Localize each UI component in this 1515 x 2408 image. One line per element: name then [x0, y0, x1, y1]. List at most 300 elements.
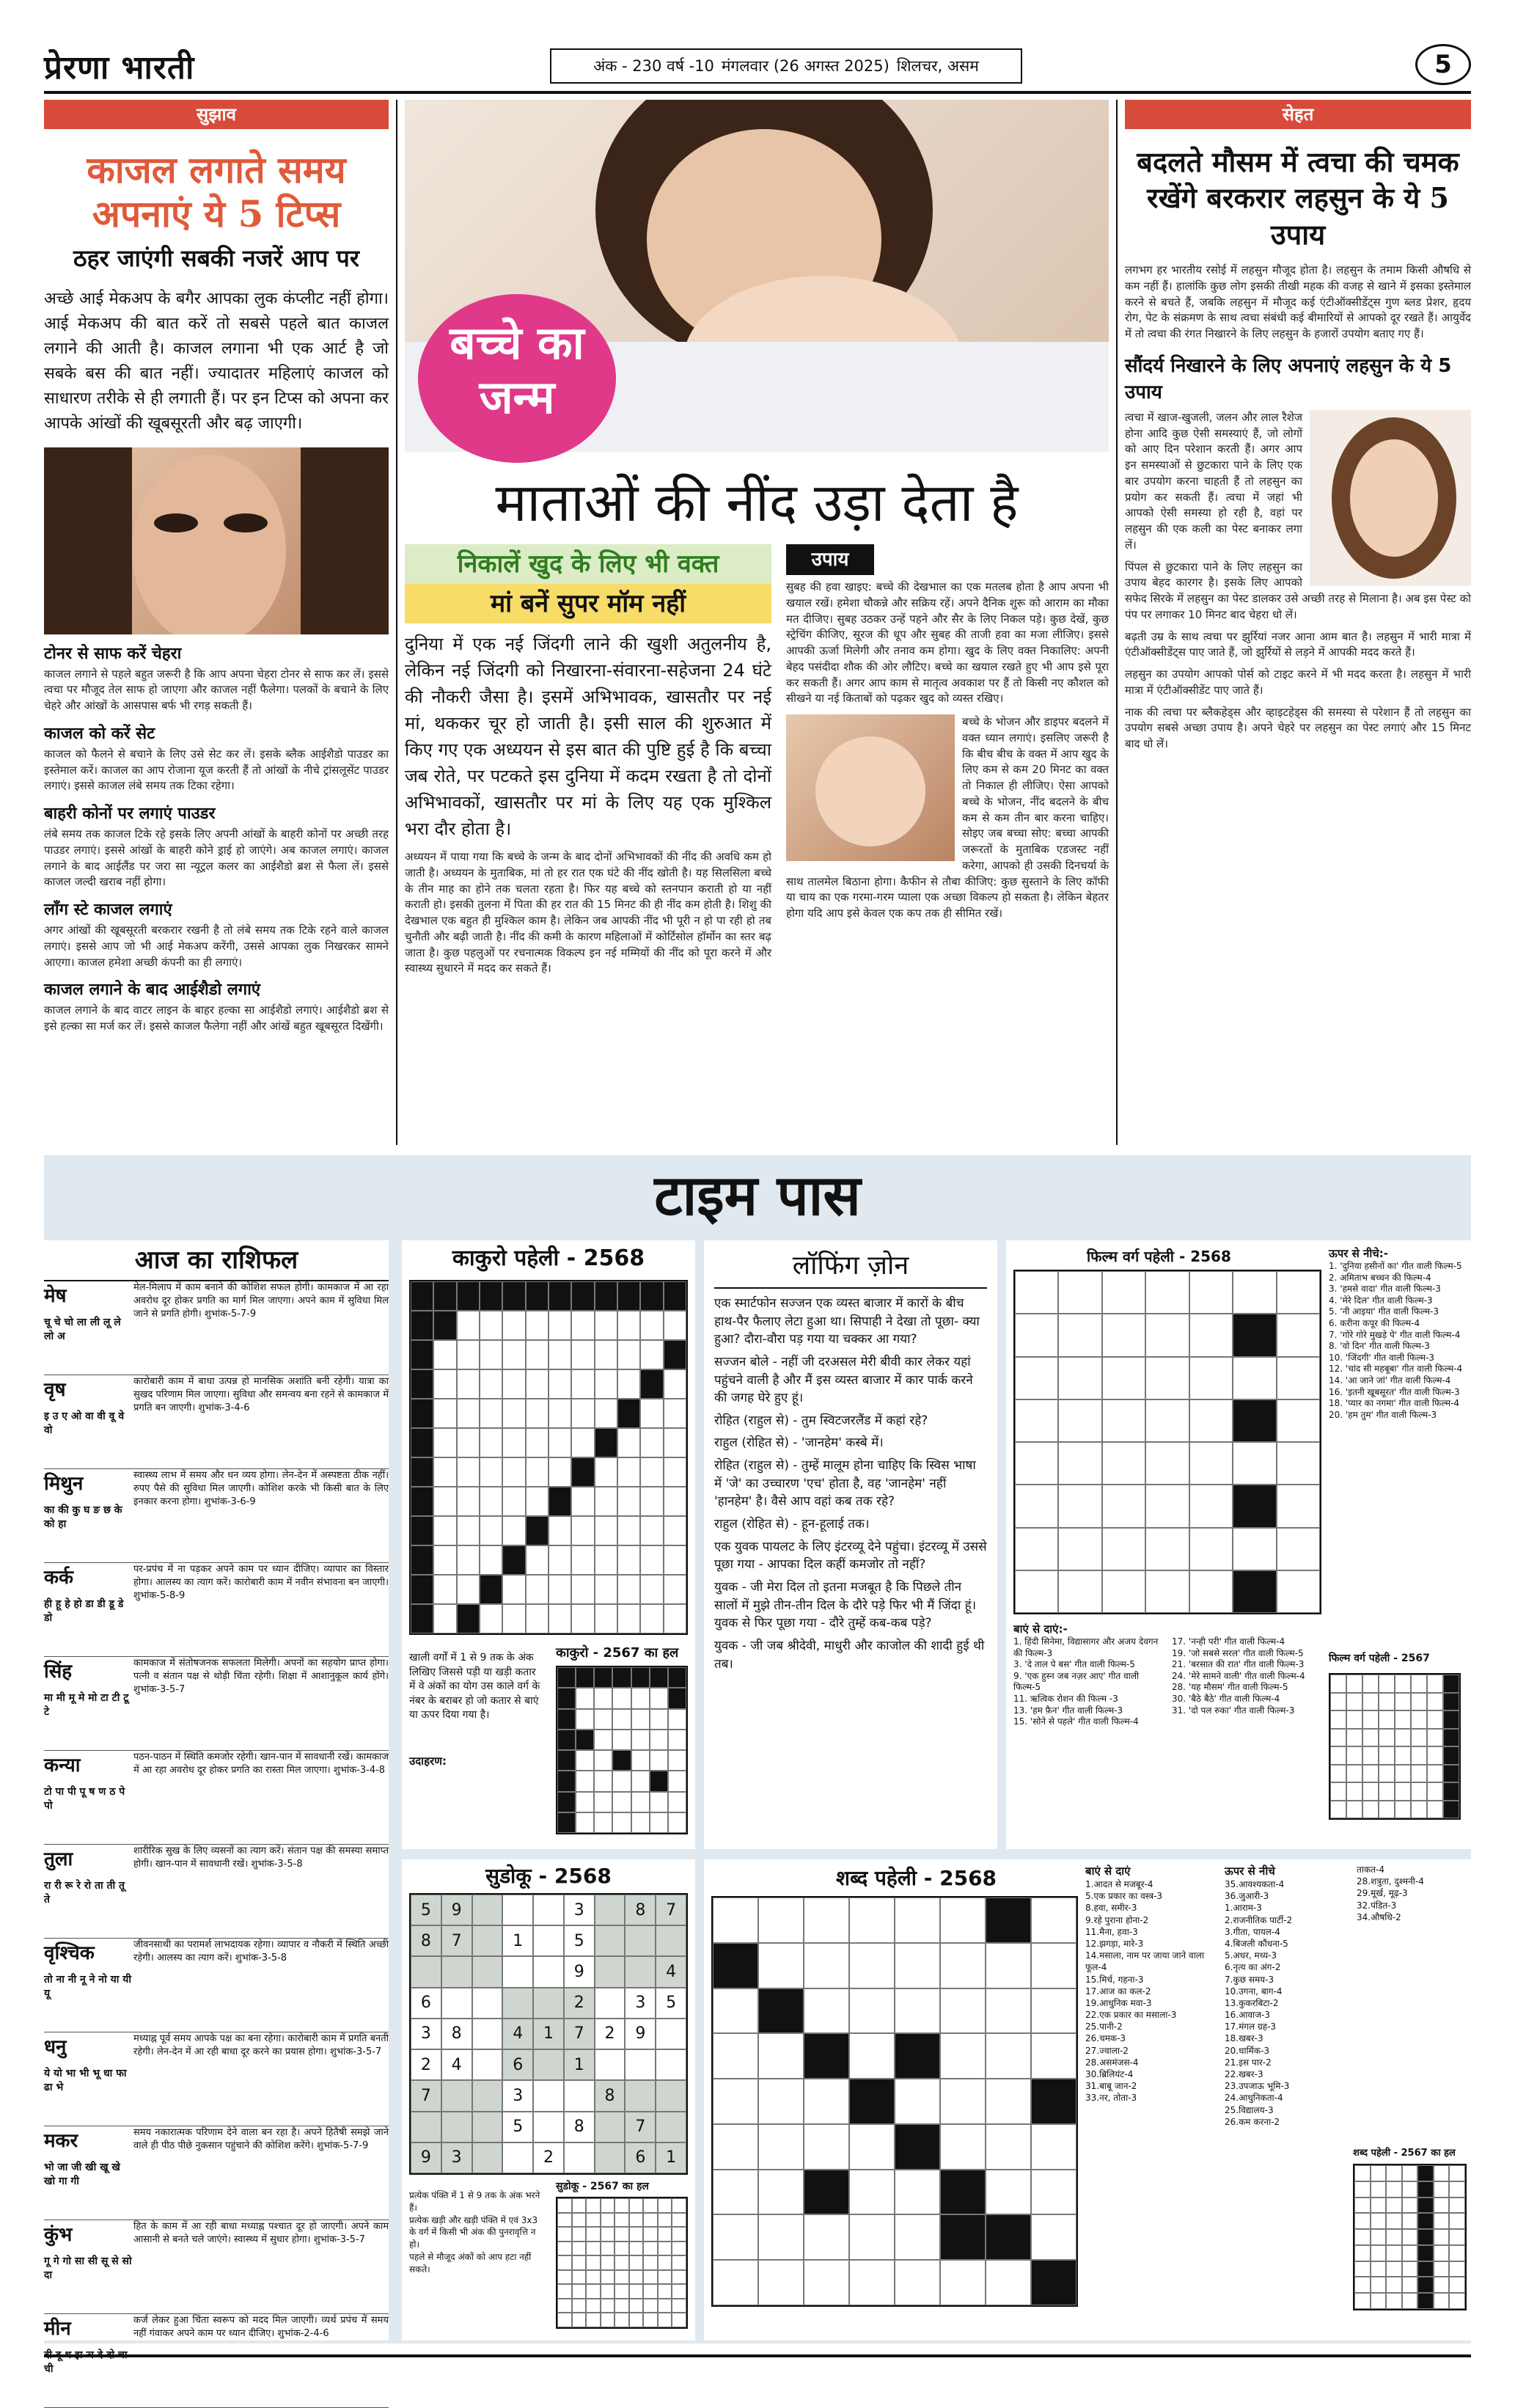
sudoku-solution-cell — [601, 2198, 615, 2213]
sudoku-cell[interactable]: 2 — [411, 2049, 441, 2080]
sudoku-solution-cell — [672, 2242, 686, 2256]
word-down-clues — [1225, 1864, 1349, 2128]
sudoku-cell[interactable]: 5 — [564, 1925, 595, 1956]
rashifal-panel — [44, 1240, 389, 2375]
film-cell — [1145, 1528, 1189, 1570]
sudoku-rule-3: पहले से मौजूद अंकों को आप हटा नहीं सकते। — [409, 2251, 532, 2275]
word-solution-cell — [1449, 2229, 1465, 2245]
kakuro-cell — [502, 1575, 525, 1604]
kakuro-cell — [664, 1457, 686, 1487]
kakuro-cell — [617, 1487, 640, 1516]
word-cell — [713, 2170, 758, 2215]
film-solution-cell — [1443, 1693, 1459, 1711]
sudoku-cell[interactable] — [533, 2049, 564, 2080]
kakuro-solution-cell — [594, 1667, 612, 1688]
sudoku-cell[interactable] — [533, 1956, 564, 1987]
word-solution-cell — [1402, 2261, 1418, 2277]
sudoku-cell[interactable] — [472, 2049, 503, 2080]
sudoku-solution-cell — [643, 2313, 658, 2327]
kakuro-solution-cell — [594, 1771, 612, 1791]
word-cell — [804, 2033, 849, 2079]
sudoku-cell[interactable] — [502, 2142, 533, 2173]
sudoku-cell[interactable]: 9 — [411, 2142, 441, 2173]
film-solution-cell — [1379, 1710, 1395, 1729]
joke-line: रोहित (राहुल से) - तुम स्विटजरलैंड में कहां रहे? — [714, 1413, 928, 1428]
sudoku-cell[interactable] — [533, 1988, 564, 2019]
clue-item: 5. 'नी आइया' गीत वाली फिल्म-3 — [1329, 1306, 1439, 1317]
sudoku-cell[interactable] — [595, 1925, 626, 1956]
kakuro-cell — [664, 1545, 686, 1575]
rashi-letters: चू चे चो ला ली लू ले लो अ — [44, 1317, 121, 1342]
sudoku-solution-cell — [643, 2213, 658, 2228]
sudoku-cell[interactable]: 6 — [502, 2049, 533, 2080]
laughing-zone-panel — [704, 1240, 997, 1849]
film-puzzle-title: फिल्म वर्ग पहेली - 2568 — [1087, 1248, 1231, 1265]
kakuro-cell — [457, 1369, 480, 1399]
sudoku-grid[interactable] — [409, 1893, 688, 2175]
film-solution-cell — [1362, 1765, 1379, 1783]
film-cell — [1277, 1357, 1320, 1399]
sudoku-cell[interactable]: 8 — [441, 2019, 472, 2049]
film-solution-cell — [1411, 1729, 1427, 1747]
film-cell — [1233, 1271, 1276, 1314]
sudoku-solution-cell — [629, 2255, 644, 2270]
tip-3-head: बाहरी कोनों पर लगाएं पाउडर — [44, 805, 216, 824]
garlic-article — [1125, 100, 1471, 1145]
sudoku-cell[interactable] — [472, 2142, 503, 2173]
film-solution-cell — [1362, 1675, 1379, 1693]
sudoku-cell[interactable] — [441, 1956, 472, 1987]
word-cell — [986, 1898, 1031, 1943]
sudoku-cell[interactable]: 5 — [411, 1895, 441, 1925]
sudoku-cell[interactable] — [472, 1956, 503, 1987]
sudoku-cell[interactable]: 4 — [656, 1956, 686, 1987]
sudoku-cell[interactable] — [656, 2049, 686, 2080]
sudoku-cell[interactable]: 9 — [564, 1956, 595, 1987]
kakuro-solution-cell — [612, 1709, 631, 1730]
film-down-clues — [1329, 1246, 1468, 1421]
sudoku-cell[interactable]: 4 — [441, 2049, 472, 2080]
word-cell — [804, 2079, 849, 2124]
film-cell — [1015, 1485, 1058, 1527]
clue-item: 28. 'यह मौसम' गीत वाली फिल्म-5 — [1172, 1682, 1288, 1693]
joke-line: युवक - जी जब श्रीदेवी, माधुरी और काजोल की शादी हुई थी तब। — [714, 1638, 985, 1672]
section-tag-health: सेहत — [1125, 100, 1471, 129]
kakuro-solution-cell — [576, 1709, 594, 1730]
word-cell — [758, 2260, 804, 2305]
kakuro-cell — [433, 1575, 456, 1604]
sudoku-cell[interactable] — [441, 1988, 472, 2019]
clue-item: 14.मसाला, नाम पर जाया जाने वाला फूल-4 — [1085, 1950, 1205, 1973]
film-cell — [1189, 1570, 1233, 1613]
sudoku-cell[interactable] — [441, 2112, 472, 2142]
word-solution-cell — [1434, 2245, 1450, 2261]
rashi-text: समय नकारात्मक परिणाम देने वाला बन रहा है। अपने हितैषी समझे जाने वाले ही पीठ पीछे नुकसान पहुंचाने की कोशिश करेंगे। शुभांक-5-7-9 — [133, 2127, 389, 2152]
clue-item: 19. 'जो सबसे सरल' गीत वाली फिल्म-5 — [1172, 1647, 1304, 1658]
sudoku-cell[interactable]: 2 — [564, 1988, 595, 2019]
kakuro-cell — [411, 1311, 433, 1340]
sudoku-title: सुडोकू - 2568 — [485, 1864, 612, 1888]
kakuro-cell — [480, 1281, 502, 1311]
kakuro-solution-cell — [650, 1730, 668, 1750]
film-cell — [1015, 1399, 1058, 1442]
kakuro-cell — [664, 1575, 686, 1604]
sudoku-cell[interactable] — [656, 2112, 686, 2142]
sudoku-cell[interactable]: 3 — [564, 1895, 595, 1925]
film-cell — [1058, 1357, 1101, 1399]
film-cell — [1015, 1570, 1058, 1613]
word-solution-cell — [1354, 2165, 1371, 2181]
sudoku-solution-cell — [629, 2198, 644, 2213]
word-cell — [940, 2124, 986, 2170]
sudoku-solution-cell — [658, 2255, 672, 2270]
upay-text: सुबह की हवा खाइए: बच्चे की देखभाल का एक मतलब होता है आप अपना भी खयाल रखें। हमेशा चौकन्ने और सक्रिय रहें। अपने दैनिक शुरू को आराम का मौका मत दीजिए। सुबह उठकर उन्हें पहने और सैर के लिए निकल पड़े। कुछ देखें, कुछ स्ट्रेचिंग कीजिए, सूरज की धूप और सुबह की ताजी हवा का मजा लीजिए। इससे आपकी ऊर्जा मिलेगी और तनाव कम होगा। खुद के लिए वक्त निकालिए: अपनी बेहद पसंदीदा शौक की ओर लौटिए। बच्चे का खयाल रखते हुए भी आप इसे पूरा कर सकती हैं। अगर आप काम से मातृत्व अवकाश पर हैं तो किसी नए कौशल को सीखने या नई किताबों को पढ़कर खुद को व्यस्त रखिए। — [786, 580, 1109, 706]
kakuro-cell — [595, 1457, 617, 1487]
film-solution-cell — [1379, 1693, 1395, 1711]
rashi-letters: तो ना नी नू ने नो या यी यू — [44, 1974, 131, 1999]
sudoku-cell[interactable]: 7 — [441, 1925, 472, 1956]
film-solution-cell — [1362, 1801, 1379, 1819]
sudoku-cell[interactable]: 6 — [411, 1988, 441, 2019]
joke-line: युवक - जी मेरा दिल तो इतना मजबूत है कि पिछले तीन सालों में मुझे तीन-तीन दिल के दौरे पड़े फिर भी मैं जिंदा हूं। युवक से फिर पूछा गया - दौरे तुम्हें कब-कब पड़े? — [714, 1579, 977, 1631]
sudoku-solution-cell — [586, 2313, 601, 2327]
film-solution-cell — [1427, 1765, 1443, 1783]
sudoku-cell[interactable]: 8 — [411, 1925, 441, 1956]
sudoku-cell[interactable] — [533, 2112, 564, 2142]
sudoku-cell[interactable] — [595, 2142, 626, 2173]
sudoku-cell[interactable] — [656, 2019, 686, 2049]
rashi-row — [44, 1375, 389, 1469]
sudoku-cell[interactable]: 7 — [625, 2112, 656, 2142]
sudoku-cell[interactable]: 7 — [656, 1895, 686, 1925]
sudoku-cell[interactable] — [656, 1925, 686, 1956]
sudoku-cell[interactable]: 7 — [564, 2019, 595, 2049]
sudoku-cell[interactable] — [595, 2049, 626, 2080]
word-cell — [1031, 2124, 1076, 2170]
sudoku-cell[interactable] — [595, 2112, 626, 2142]
sudoku-cell[interactable] — [595, 1895, 626, 1925]
kakuro-cell — [480, 1311, 502, 1340]
sudoku-cell[interactable] — [595, 1988, 626, 2019]
kakuro-solution-cell — [557, 1688, 576, 1708]
film-solution-cell — [1443, 1729, 1459, 1747]
word-cell — [849, 1988, 895, 2034]
word-solution-cell — [1371, 2261, 1387, 2277]
sudoku-solution-cell — [615, 2198, 629, 2213]
sudoku-cell[interactable] — [533, 2080, 564, 2111]
kakuro-grid[interactable] — [409, 1280, 688, 1635]
kakuro-cell — [640, 1516, 663, 1545]
sudoku-cell[interactable]: 3 — [441, 2142, 472, 2173]
word-solution-cell — [1386, 2277, 1402, 2293]
word-solution-cell — [1354, 2181, 1371, 2197]
word-solution-cell — [1386, 2261, 1402, 2277]
kakuro-cell — [411, 1340, 433, 1369]
sudoku-cell[interactable] — [472, 1895, 503, 1925]
kakuro-solution-cell — [557, 1730, 576, 1750]
clue-item: 9.रहे पुराना होना-2 — [1085, 1914, 1149, 1925]
kakuro-cell — [595, 1487, 617, 1516]
word-cell — [849, 2170, 895, 2215]
sudoku-cell[interactable] — [472, 2112, 503, 2142]
sudoku-cell[interactable]: 9 — [441, 1895, 472, 1925]
clue-item: 3.गीता, पायल-4 — [1225, 1926, 1280, 1937]
rashi-name: कर्क — [44, 1567, 73, 1589]
sudoku-cell[interactable]: 2 — [595, 2019, 626, 2049]
kakuro-cell — [595, 1340, 617, 1369]
timepass-title: टाइम पास — [654, 1163, 861, 1228]
kakuro-cell — [617, 1604, 640, 1633]
sudoku-cell[interactable] — [625, 2080, 656, 2111]
kakuro-solution-cell — [631, 1688, 650, 1708]
film-cell — [1015, 1314, 1058, 1356]
film-solution-grid — [1329, 1673, 1461, 1820]
sudoku-cell[interactable]: 3 — [502, 2080, 533, 2111]
word-cell — [940, 2170, 986, 2215]
kakuro-example-label: उदाहरण: — [409, 1754, 447, 1768]
sudoku-solution-cell — [658, 2242, 672, 2256]
kakuro-solution-cell — [576, 1750, 594, 1771]
film-cell — [1015, 1528, 1058, 1570]
sudoku-cell[interactable] — [502, 1895, 533, 1925]
clue-item: 7. 'गोरे गोरे मुखड़े पे' गीत वाली फिल्म-4 — [1329, 1329, 1461, 1340]
sudoku-cell[interactable]: 4 — [502, 2019, 533, 2049]
sudoku-cell[interactable] — [625, 1925, 656, 1956]
film-solution-cell — [1330, 1693, 1346, 1711]
word-cell — [758, 2170, 804, 2215]
film-cell — [1277, 1314, 1320, 1356]
garlic-point-2: पिंपल से छुटकारा पाने के लिए लहसुन का उपाय बेहद कारगर है। इसके लिए आपको सफेद सिरके में लहसुन का पेस्ट डालकर उसे अच्छी तरह से मिलाना है। अब इस पेस्ट को पंप पर लगाकर 10 मिनट बाद चेहरा धो लें। — [1125, 560, 1471, 621]
word-solution-cell — [1449, 2181, 1465, 2197]
film-cell — [1058, 1528, 1101, 1570]
green-heading: निकालें खुद के लिए भी वक्त — [405, 544, 771, 584]
word-solution-cell — [1371, 2165, 1387, 2181]
sudoku-solution-cell — [658, 2198, 672, 2213]
sudoku-cell[interactable] — [533, 1895, 564, 1925]
kakuro-cell — [433, 1428, 456, 1457]
clue-item: 26.चमक-3 — [1085, 2033, 1126, 2044]
upay-column — [786, 544, 1109, 922]
film-solution-cell — [1443, 1782, 1459, 1801]
sudoku-cell[interactable]: 1 — [564, 2049, 595, 2080]
sudoku-solution-cell — [572, 2255, 587, 2270]
word-solution-cell — [1449, 2261, 1465, 2277]
garlic-headline: बदलते मौसम में त्वचा की चमक रखेंगे बरकरार लहसुन के ये 5 उपाय — [1137, 145, 1459, 251]
word-cell — [758, 2214, 804, 2260]
clue-item: 7.कुछ समय-3 — [1225, 1974, 1274, 1985]
kakuro-cell — [480, 1516, 502, 1545]
rashi-letters: का की कु घ ङ छ के को हा — [44, 1504, 122, 1530]
sudoku-cell[interactable]: 7 — [411, 2080, 441, 2111]
film-solution-cell — [1427, 1693, 1443, 1711]
film-solution-cell — [1379, 1729, 1395, 1747]
sudoku-cell[interactable] — [595, 1956, 626, 1987]
sudoku-solution-cell — [601, 2213, 615, 2228]
rashi-letters: इ उ ए ओ वा वी वू वे वो — [44, 1410, 125, 1436]
sudoku-cell[interactable]: 6 — [625, 2142, 656, 2173]
kakuro-cell — [433, 1487, 456, 1516]
sudoku-cell[interactable] — [625, 1956, 656, 1987]
kakuro-cell — [526, 1311, 549, 1340]
word-cell — [986, 1943, 1031, 1988]
sudoku-solution-cell — [629, 2227, 644, 2242]
kakuro-cell — [617, 1281, 640, 1311]
kakuro-cell — [549, 1545, 571, 1575]
sudoku-cell[interactable] — [533, 1925, 564, 1956]
word-solution-cell — [1354, 2293, 1371, 2309]
clue-item: 8.हवा, समीर-3 — [1085, 1903, 1137, 1914]
kakuro-cell — [480, 1457, 502, 1487]
kakuro-cell — [571, 1487, 594, 1516]
kakuro-cell — [433, 1399, 456, 1428]
clue-item: 23.उपजाऊ भूमि-3 — [1225, 2081, 1290, 2092]
sudoku-cell[interactable]: 8 — [564, 2112, 595, 2142]
sudoku-cell[interactable]: 3 — [411, 2019, 441, 2049]
sudoku-solution-cell — [557, 2213, 572, 2228]
film-solution-cell — [1395, 1675, 1411, 1693]
film-solution-cell — [1379, 1746, 1395, 1765]
sudoku-solution-cell — [629, 2270, 644, 2285]
sudoku-cell[interactable]: 3 — [625, 1988, 656, 2019]
sudoku-cell[interactable] — [472, 2080, 503, 2111]
sudoku-cell[interactable] — [472, 2019, 503, 2049]
word-cell — [804, 1898, 849, 1943]
sudoku-cell[interactable] — [625, 2049, 656, 2080]
film-cell — [1058, 1271, 1101, 1314]
kakuro-cell — [411, 1457, 433, 1487]
kakuro-cell — [433, 1516, 456, 1545]
clue-item: 12.झगड़ा, मारे-3 — [1085, 1938, 1144, 1949]
issue-number: अंक - 230 वर्ष -10 — [593, 57, 714, 75]
rashi-row — [44, 1563, 389, 1657]
page-number: 5 — [1415, 44, 1471, 85]
film-cell — [1277, 1442, 1320, 1485]
sudoku-cell[interactable]: 5 — [502, 2112, 533, 2142]
sudoku-cell[interactable]: 1 — [533, 2019, 564, 2049]
kakuro-cell — [640, 1428, 663, 1457]
sudoku-cell[interactable] — [472, 1925, 503, 1956]
word-solution-cell — [1434, 2213, 1450, 2229]
kakuro-cell — [640, 1369, 663, 1399]
kakuro-cell — [549, 1369, 571, 1399]
film-cell — [1145, 1570, 1189, 1613]
sudoku-cell[interactable]: 2 — [533, 2142, 564, 2173]
clue-item: 20. 'हम तुम' गीत वाली फिल्म-3 — [1329, 1409, 1437, 1420]
sudoku-solution-cell — [658, 2284, 672, 2299]
word-solution-cell — [1449, 2293, 1465, 2309]
word-solution-cell — [1386, 2293, 1402, 2309]
sudoku-cell[interactable]: 1 — [656, 2142, 686, 2173]
sudoku-cell[interactable] — [502, 1988, 533, 2019]
film-solution-cell — [1427, 1782, 1443, 1801]
word-solution-cell — [1417, 2197, 1434, 2214]
clue-item: 5.एक प्रकार का वस्त्र-3 — [1085, 1891, 1163, 1902]
sudoku-cell[interactable] — [564, 2142, 595, 2173]
clue-item: 10. 'जिंदगी' गीत वाली फिल्म-3 — [1329, 1352, 1435, 1363]
film-cell — [1102, 1442, 1145, 1485]
sudoku-cell[interactable]: 1 — [502, 1925, 533, 1956]
kakuro-solution-cell — [631, 1730, 650, 1750]
clue-item: 25.पानी-2 — [1085, 2021, 1123, 2032]
film-puzzle-grid[interactable] — [1013, 1270, 1321, 1614]
sudoku-solution-cell — [572, 2227, 587, 2242]
clue-item: 13. 'हम फ़ैन' गीत वाली फिल्म-3 — [1013, 1705, 1123, 1716]
kakuro-cell — [664, 1369, 686, 1399]
kakuro-cell — [457, 1545, 480, 1575]
dateline — [550, 48, 1022, 84]
film-solution-cell — [1330, 1746, 1346, 1765]
word-solution-cell — [1434, 2181, 1450, 2197]
word-cell — [986, 2124, 1031, 2170]
film-solution-cell — [1443, 1765, 1459, 1783]
film-cell — [1233, 1485, 1276, 1527]
film-down-title: ऊपर से नीचे:- — [1329, 1247, 1388, 1260]
kakuro-cell — [549, 1399, 571, 1428]
film-solution-cell — [1443, 1710, 1459, 1729]
clue-item: 33.नर, तोता-3 — [1085, 2093, 1137, 2104]
sudoku-cell[interactable] — [502, 1956, 533, 1987]
kakuro-cell — [640, 1457, 663, 1487]
film-cell — [1058, 1314, 1101, 1356]
film-cell — [1102, 1570, 1145, 1613]
sudoku-cell[interactable] — [656, 2080, 686, 2111]
sudoku-cell[interactable]: 9 — [625, 2019, 656, 2049]
sudoku-cell[interactable]: 8 — [595, 2080, 626, 2111]
word-cell — [940, 1898, 986, 1943]
sudoku-cell[interactable]: 5 — [656, 1988, 686, 2019]
film-cell — [1145, 1442, 1189, 1485]
clue-item: 3. 'हमसे वादा' गीत वाली फिल्म-3 — [1329, 1284, 1441, 1295]
sudoku-cell[interactable]: 8 — [625, 1895, 656, 1925]
word-solution-cell — [1417, 2181, 1434, 2197]
word-puzzle-grid[interactable] — [711, 1896, 1078, 2307]
rashi-name: मिथुन — [44, 1473, 84, 1495]
joke-line: एक स्मार्टफोन सज्जन एक व्यस्त बाजार में कारों के बीच हाथ-पैर फैलाए लेटा हुआ था। सिपाही ने देखा तो पूछा- क्या हुआ? दौरा-वौरा पड़ गया या चक्कर आ गया? — [714, 1296, 980, 1347]
kakuro-cell — [411, 1281, 433, 1311]
upay-text-2: बच्चे के भोजन और डाइपर बदलने में वक्त ध्यान लगाएं। इसलिए जरूरी है कि बीच बीच के वक्त में आप खुद के लिए कम से कम 20 मिनट का वक्त तो निकाल ही लीजिए। ऐसा आपको बच्चे के भोजन, नींद बदलने के बीच कम से कम तीन बार करना चाहिए। सोइए जब बच्चा सोए: बच्चा आपकी जरूरतों के मुताबिक एडजस्ट नहीं करेगा, आपको ही उसकी दिनचर्या के साथ तालमेल बिठाना होगा। कैफीन से तौबा कीजिए: कुछ सुस्ताने के लिए कॉफी या चाय का एक गरमा-गरम प्याला एक अच्छा विकल्प हो सकता है। लेकिन बेहतर होगा यदि आप इसे केवल एक कप तक ही सीमित रखें। — [786, 715, 1109, 920]
kakuro-cell — [502, 1311, 525, 1340]
rashi-name: सिंह — [44, 1661, 73, 1683]
kakuro-cell — [617, 1311, 640, 1340]
sudoku-solution-cell — [557, 2242, 572, 2256]
sudoku-cell[interactable] — [564, 2080, 595, 2111]
word-cell — [986, 2260, 1031, 2305]
sudoku-cell[interactable] — [441, 2080, 472, 2111]
word-cell — [895, 2260, 940, 2305]
clue-item: 31. 'दो पल रुका' गीत वाली फिल्म-3 — [1172, 1705, 1295, 1716]
sudoku-solution-cell — [572, 2284, 587, 2299]
clue-item: 21.इस पार-2 — [1225, 2057, 1272, 2068]
sudoku-cell[interactable] — [472, 1988, 503, 2019]
sudoku-cell[interactable] — [411, 2112, 441, 2142]
rashi-name: वृष — [44, 1379, 66, 1401]
word-cell — [940, 1988, 986, 2034]
word-solution-cell — [1371, 2293, 1387, 2309]
joke-line: राहुल (रोहित से) - हून-हूलाई तक। — [714, 1517, 870, 1532]
film-cell — [1058, 1485, 1101, 1527]
film-cell — [1015, 1442, 1058, 1485]
sudoku-cell[interactable] — [411, 1956, 441, 1987]
kakuro-solution-cell — [650, 1812, 668, 1833]
kakuro-cell — [571, 1604, 594, 1633]
word-cell — [758, 1898, 804, 1943]
kakuro-cell — [617, 1428, 640, 1457]
film-solution-cell — [1362, 1693, 1379, 1711]
word-cell — [895, 1898, 940, 1943]
word-solution-cell — [1402, 2165, 1418, 2181]
clue-item: 17.आज का कल-2 — [1085, 1986, 1151, 1997]
film-solution-cell — [1346, 1782, 1362, 1801]
